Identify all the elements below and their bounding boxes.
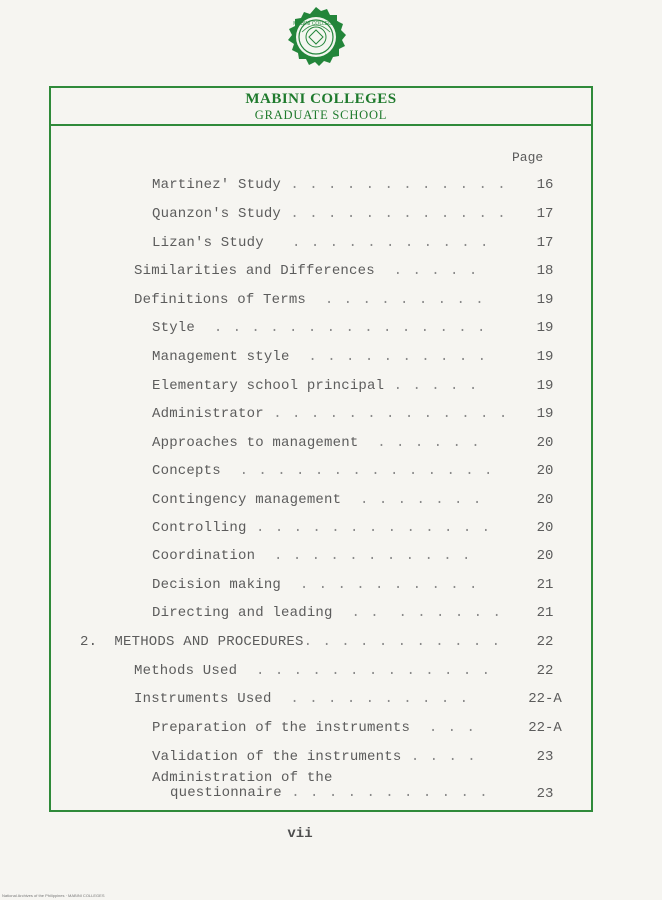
toc-entry: Coordination . . . . . . . . . . . — [152, 548, 472, 564]
toc-entry: Controlling . . . . . . . . . . . . . — [152, 520, 492, 536]
toc-entry: Instruments Used . . . . . . . . . . — [134, 691, 470, 707]
toc-page-number: 23 — [536, 749, 554, 765]
school-name: GRADUATE SCHOOL — [254, 108, 388, 122]
toc-entry: Administrator . . . . . . . . . . . . . — [152, 406, 509, 422]
toc-entry: Decision making . . . . . . . . . . — [152, 577, 479, 593]
toc-page-number: 19 — [536, 378, 554, 394]
archive-fine-print: National Archives of the Philippines · MABINI COLLEGES — [2, 893, 105, 898]
toc-entry: Martinez' Study . . . . . . . . . . . . — [152, 177, 507, 193]
toc-entry: Lizan's Study . . . . . . . . . . . — [152, 235, 490, 251]
toc-page-number: 19 — [536, 292, 554, 308]
page-column-label: Page — [512, 150, 544, 165]
toc-entry: Validation of the instruments . . . . — [152, 749, 477, 765]
toc-page-number: 23 — [536, 786, 554, 802]
toc-chapter-heading: 2. METHODS AND PROCEDURES. . . . . . . . . . . — [80, 634, 502, 650]
mabini-colleges-seal-icon — [281, 6, 351, 72]
toc-page-number: 22-A — [528, 691, 562, 707]
toc-page-number: 22 — [536, 663, 554, 679]
toc-entry-continuation: questionnaire . . . . . . . . . . . — [170, 785, 489, 801]
toc-entry: Approaches to management . . . . . . — [152, 435, 481, 451]
toc-page-number: 16 — [536, 177, 554, 193]
toc-entry: Contingency management . . . . . . . — [152, 492, 483, 508]
page-number: vii — [287, 826, 313, 842]
toc-entry: Management style . . . . . . . . . . — [152, 349, 488, 365]
toc-page-number: 22-A — [528, 720, 562, 736]
toc-page-number: 20 — [536, 435, 554, 451]
toc-page-number: 20 — [536, 463, 554, 479]
toc-page-number: 18 — [536, 263, 554, 279]
toc-entry: Style . . . . . . . . . . . . . . . — [152, 320, 487, 336]
toc-page-number: 22 — [536, 634, 554, 650]
toc-page-number: 19 — [536, 320, 554, 336]
toc-entry: Concepts . . . . . . . . . . . . . . — [152, 463, 494, 479]
toc-page-number: 17 — [536, 206, 554, 222]
toc-entry: Definitions of Terms . . . . . . . . . — [134, 292, 485, 308]
toc-entry: Elementary school principal . . . . . — [152, 378, 479, 394]
toc-page-number: 19 — [536, 349, 554, 365]
svg-text:MABINI COLLEGES: MABINI COLLEGES — [293, 21, 339, 27]
toc-page-number: 19 — [536, 406, 554, 422]
toc-entry: Preparation of the instruments . . . — [152, 720, 476, 736]
toc-page-number: 20 — [536, 520, 554, 536]
toc-entry: Administration of the — [152, 770, 333, 786]
toc-page-number: 21 — [536, 605, 554, 621]
toc-entry: Methods Used . . . . . . . . . . . . . — [134, 663, 492, 679]
toc-page-number: 21 — [536, 577, 554, 593]
header-divider — [51, 124, 591, 126]
toc-entry: Quanzon's Study . . . . . . . . . . . . — [152, 206, 507, 222]
toc-entry: Similarities and Differences . . . . . — [134, 263, 479, 279]
toc-page-number: 20 — [536, 492, 554, 508]
institution-name: MABINI COLLEGES — [245, 91, 397, 107]
toc-page-number: 20 — [536, 548, 554, 564]
toc-entry: Directing and leading . . . . . . . . — [152, 605, 502, 621]
toc-page-number: 17 — [536, 235, 554, 251]
